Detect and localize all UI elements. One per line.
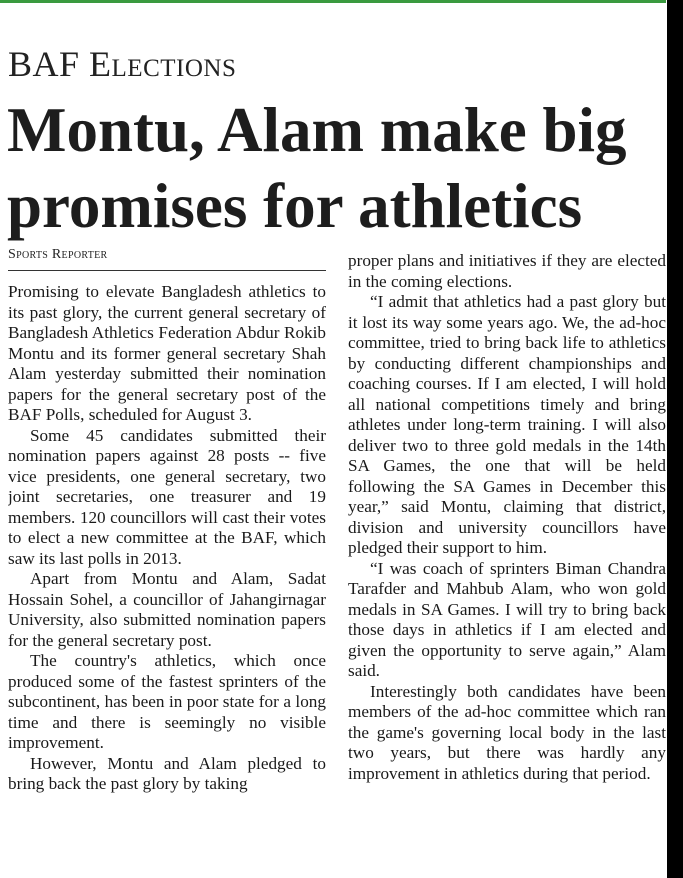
paragraph: However, Montu and Alam pledged to bring back the past glory by taking [8,753,326,793]
paragraph: proper plans and initiatives if they are elected in the coming elections. [348,251,666,291]
section-kicker: BAF Elections [8,44,237,84]
paragraph: Promising to elevate Bangladesh athletics to its past glory, the current general secretary of Bangladesh Athletics Federation Abdur Rokib Montu and its former general secretary Shah Alam yesterday submitted their nomination papers for the general secretary post of the BAF Polls, scheduled for August 3. [8,282,326,424]
paragraph: The country's athletics, which once produced some of the fastest sprinters of the subcontinent, has been in poor state for a long time and there is seemingly no visible improvement. [8,651,326,752]
headline [7,92,667,244]
paragraph: Apart from Montu and Alam, Sadat Hossain Sohel, a councillor of Jahangirnagar University, also submitted nomination papers for the general secretary post. [8,569,326,650]
headline-line-2: promises for athletics [7,171,583,241]
headline-line-1: Montu, Alam make big [7,95,627,165]
article-column-1 [8,282,326,878]
page-edge-shadow [667,0,683,878]
paragraph: Some 45 candidates submitted their nomination papers against 28 posts -- five vice presidents, one general secretary, two joint secretaries, one treasurer and 19 members. 120 councillors will cast their votes to elect a new committee at the BAF, which saw its last polls in 2013. [8,425,326,568]
paragraph: “I admit that athletics had a past glory but it lost its way some years ago. We, the ad-hoc committee, tried to bring back life to athletics by conducting different championships and coaching courses. If I am elected, I will hold all national competitions timely and bring athletes under long-term training. I will also deliver two to three gold medals in the 14th SA Games, the one that will be held following the SA Games in December this year,” said Montu, claiming that district, division and university councillors have pledged their support to him. [348,292,666,557]
byline: Sports Reporter [8,247,108,262]
byline-rule [8,270,326,271]
article-column-2 [348,251,666,878]
top-accent-bar [0,0,666,3]
paragraph: Interestingly both candidates have been members of the ad-hoc committee which ran the game's governing local body in the last two years, but there was hardly any improvement in athletics during that period. [348,681,666,783]
paragraph: “I was coach of sprinters Biman Chandra Tarafder and Mahbub Alam, who won gold medals in SA Games. I will try to bring back those days in athletics if I am elected and given the opportunity to serve again,” Alam said. [348,558,666,680]
